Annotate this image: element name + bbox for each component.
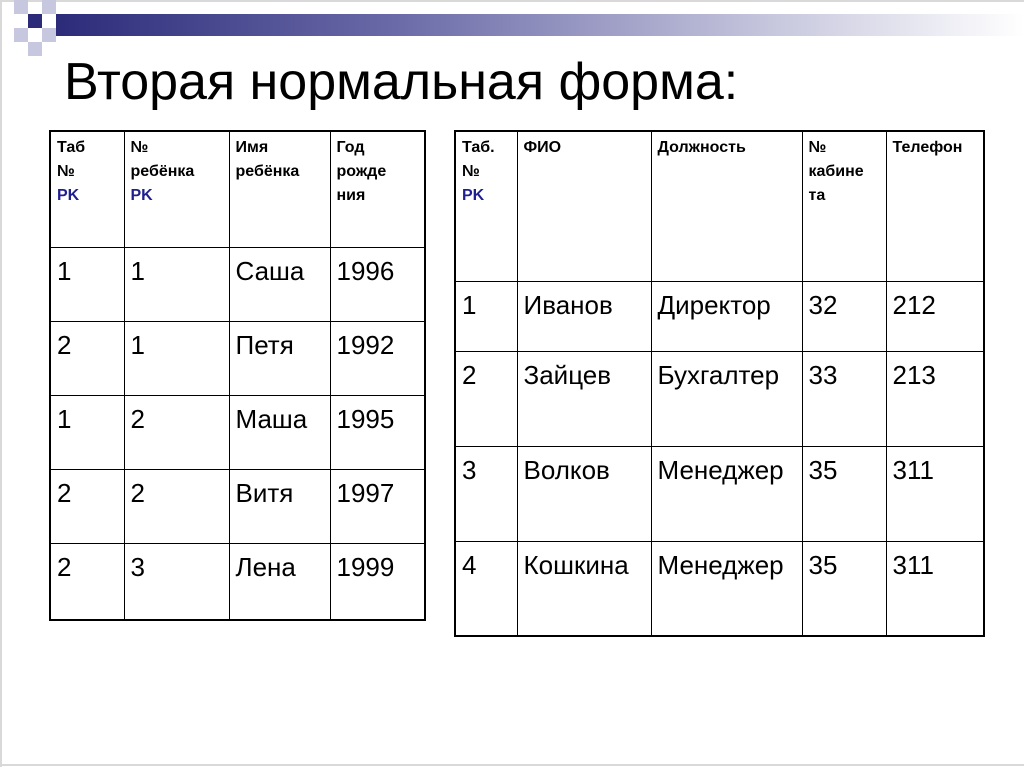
column-header-label: Телефон — [892, 139, 963, 156]
table-cell: 1 — [50, 395, 124, 469]
deco-square-6 — [28, 42, 42, 56]
column-header-label: Имя ребёнка — [235, 139, 300, 180]
column-header — [455, 131, 517, 281]
table-cell: Иванов — [517, 281, 651, 351]
primary-key-marker: PK — [462, 187, 485, 204]
table-header-row — [50, 131, 425, 247]
table-row — [50, 395, 425, 469]
column-header-label: Должность — [657, 139, 746, 156]
table-cell: 311 — [886, 541, 984, 636]
table-cell: 311 — [886, 446, 984, 541]
column-header — [330, 131, 425, 247]
frame-bottom-line — [0, 764, 1024, 766]
table-cell: 1992 — [330, 321, 425, 395]
column-header — [229, 131, 330, 247]
table-row — [50, 321, 425, 395]
table-cell: 2 — [124, 395, 229, 469]
frame-left-line — [0, 0, 2, 767]
table-row — [455, 351, 984, 446]
deco-square-4 — [14, 28, 28, 42]
table-cell: 1997 — [330, 469, 425, 543]
table-cell: Саша — [229, 247, 330, 321]
table-cell: 1996 — [330, 247, 425, 321]
table-cell: 1 — [50, 247, 124, 321]
deco-square-2 — [42, 0, 56, 14]
table-cell: 1 — [124, 321, 229, 395]
header-gradient-bar — [56, 14, 1024, 36]
table-cell: 3 — [124, 543, 229, 620]
table-cell: Менеджер — [651, 541, 802, 636]
table-cell: 4 — [455, 541, 517, 636]
employees-table — [454, 130, 985, 637]
table-row — [50, 469, 425, 543]
column-header — [651, 131, 802, 281]
table-row — [50, 247, 425, 321]
table-cell: 2 — [455, 351, 517, 446]
table-cell: 35 — [802, 446, 886, 541]
primary-key-marker: PK — [57, 187, 80, 204]
deco-square-3 — [28, 14, 42, 28]
table-row — [455, 281, 984, 351]
table-cell: Зайцев — [517, 351, 651, 446]
table-row — [455, 541, 984, 636]
deco-square-1 — [14, 0, 28, 14]
column-header-label: ФИО — [523, 139, 562, 156]
children-table — [49, 130, 426, 621]
column-header — [886, 131, 984, 281]
column-header-label: № ребёнка — [130, 139, 195, 180]
table-cell: Директор — [651, 281, 802, 351]
column-header-label: № кабине та — [808, 139, 864, 204]
slide-title: Вторая нормальная форма: — [64, 53, 739, 111]
column-header-label: Год рожде ния — [336, 139, 387, 204]
table-cell: Кошкина — [517, 541, 651, 636]
primary-key-marker: PK — [130, 187, 153, 204]
table-cell: Менеджер — [651, 446, 802, 541]
table-cell: Лена — [229, 543, 330, 620]
table-cell: 1 — [455, 281, 517, 351]
table-cell: 1995 — [330, 395, 425, 469]
column-header — [50, 131, 124, 247]
table-header-row — [455, 131, 984, 281]
table-row — [50, 543, 425, 620]
table-cell: 33 — [802, 351, 886, 446]
table-cell: Маша — [229, 395, 330, 469]
table-cell: 2 — [50, 543, 124, 620]
column-header — [517, 131, 651, 281]
table-cell: 1999 — [330, 543, 425, 620]
table-cell: 1 — [124, 247, 229, 321]
table-cell: 2 — [50, 321, 124, 395]
table-cell: 32 — [802, 281, 886, 351]
table-cell: 35 — [802, 541, 886, 636]
table-row — [455, 446, 984, 541]
table-cell: 2 — [50, 469, 124, 543]
table-cell: Витя — [229, 469, 330, 543]
column-header-label: Таб. № — [462, 139, 495, 180]
table-cell: 212 — [886, 281, 984, 351]
deco-square-5 — [42, 28, 56, 42]
table-cell: 3 — [455, 446, 517, 541]
table-cell: 2 — [124, 469, 229, 543]
column-header — [802, 131, 886, 281]
frame-top-line — [0, 0, 1024, 2]
column-header — [124, 131, 229, 247]
table-cell: Петя — [229, 321, 330, 395]
table-cell: Бухгалтер — [651, 351, 802, 446]
table-cell: 213 — [886, 351, 984, 446]
column-header-label: Таб № — [57, 139, 86, 180]
table-cell: Волков — [517, 446, 651, 541]
